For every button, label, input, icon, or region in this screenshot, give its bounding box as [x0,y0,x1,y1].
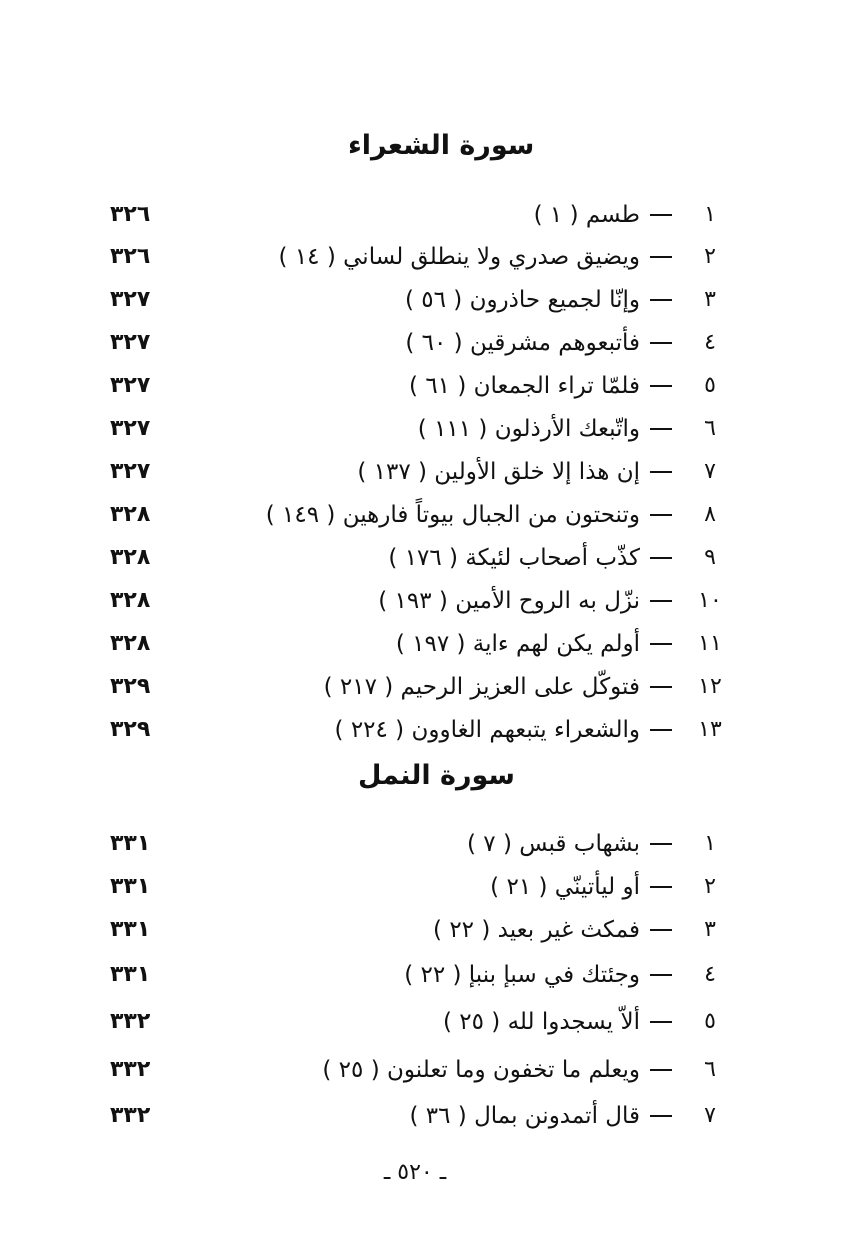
page-number: ٣٣١ [110,831,151,856]
separator-dash [650,886,672,888]
entry-number: ١ [704,831,716,856]
list-item [110,495,730,535]
verse-text: قال أتمدونن بمال ( ٣٦ ) [409,1103,640,1129]
entry-number: ٧ [704,459,716,484]
page-number: ٣٢٧ [110,459,151,484]
verse-text: ويضيق صدري ولا ينطلق لساني ( ١٤ ) [278,244,640,270]
page-number: ٣٣٢ [110,1009,151,1034]
verse-text: والشعراء يتبعهم الغاوون ( ٢٢٤ ) [334,717,640,743]
list-item [110,1050,730,1090]
page-number: ٣٢٩ [110,674,151,699]
verse-text: ويعلم ما تخفون وما تعلنون ( ٢٥ ) [322,1057,640,1083]
separator-dash [650,686,672,688]
separator-dash [650,729,672,731]
entry-number: ٣ [704,917,716,942]
page-number: ٣٢٩ [110,717,151,742]
separator-dash [650,600,672,602]
page-number: ٣٢٧ [110,373,151,398]
verse-text: فأتبعوهم مشرقين ( ٦٠ ) [405,330,640,356]
entry-number: ٨ [704,502,716,527]
verse-text: واتّبعك الأرذلون ( ١١١ ) [417,416,640,442]
verse-text: كذّب أصحاب لئيكة ( ١٧٦ ) [388,545,640,571]
separator-dash [650,299,672,301]
page-number: ٣٢٨ [110,588,151,613]
verse-text: وإنّا لجميع حاذرون ( ٥٦ ) [404,287,640,313]
entry-number: ١٠ [698,588,722,613]
section-title-an-naml: سورة النمل [358,760,515,791]
verse-text: إن هذا إلا خلق الأولين ( ١٣٧ ) [357,459,640,485]
entry-number: ١٢ [698,674,722,699]
entry-number: ١١ [698,631,722,656]
page-number: ٣٢٧ [110,287,151,312]
verse-text: ألاّ يسجدوا لله ( ٢٥ ) [442,1009,640,1035]
separator-dash [650,974,672,976]
verse-text: طسم ( ١ ) [533,202,640,228]
entry-number: ٥ [704,1009,716,1034]
list-item [110,1002,730,1042]
verse-text: وجئتك في سبإ بنبإ ( ٢٢ ) [404,962,640,988]
list-item [110,452,730,492]
separator-dash [650,1115,672,1117]
verse-text: نزّل به الروح الأمين ( ١٩٣ ) [378,588,640,614]
section-title-ash-shuara: سورة الشعراء [348,130,535,161]
entry-number: ٥ [704,373,716,398]
list-item [110,581,730,621]
entry-number: ٩ [704,545,716,570]
list-item [110,1096,730,1136]
verse-text: أو ليأتينّي ( ٢١ ) [490,874,640,900]
list-item [110,280,730,320]
list-item [110,195,730,235]
page-number: ٣٢٨ [110,502,151,527]
page-number: ٣٣١ [110,917,151,942]
entry-number: ٤ [704,962,716,987]
separator-dash [650,557,672,559]
separator-dash [650,342,672,344]
list-item [110,538,730,578]
separator-dash [650,843,672,845]
list-item [110,710,730,750]
verse-text: وتنحتون من الجبال بيوتاً فارهين ( ١٤٩ ) [265,502,640,528]
separator-dash [650,428,672,430]
separator-dash [650,1021,672,1023]
separator-dash [650,256,672,258]
verse-text: بشهاب قبس ( ٧ ) [466,831,640,857]
verse-text: أولم يكن لهم ءاية ( ١٩٧ ) [395,631,640,657]
entry-number: ١٣ [698,717,722,742]
list-item [110,366,730,406]
entry-number: ٦ [704,1057,716,1082]
page-number: ٣٢٦ [110,244,151,269]
list-item [110,955,730,995]
verse-text: فمكث غير بعيد ( ٢٢ ) [433,917,640,943]
entry-number: ١ [704,202,716,227]
page-number: ٣٢٨ [110,631,151,656]
page-number: ٣٢٨ [110,545,151,570]
page-footer-number: ـ ٥٢٠ ـ [383,1160,447,1185]
list-item [110,323,730,363]
list-item [110,824,730,864]
list-item [110,624,730,664]
page-number: ٣٣١ [110,962,151,987]
list-item [110,910,730,950]
list-item [110,237,730,277]
separator-dash [650,929,672,931]
entry-number: ٤ [704,330,716,355]
separator-dash [650,385,672,387]
entry-number: ٢ [704,874,716,899]
entry-number: ٢ [704,244,716,269]
separator-dash [650,643,672,645]
list-item [110,667,730,707]
verse-text: فتوكّل على العزيز الرحيم ( ٢١٧ ) [323,674,640,700]
page-number: ٣٣١ [110,874,151,899]
separator-dash [650,471,672,473]
separator-dash [650,214,672,216]
page-number: ٣٣٢ [110,1103,151,1128]
entry-number: ٧ [704,1103,716,1128]
page-number: ٣٢٧ [110,416,151,441]
page-number: ٣٢٧ [110,330,151,355]
page-number: ٣٢٦ [110,202,151,227]
separator-dash [650,514,672,516]
entry-number: ٣ [704,287,716,312]
page-number: ٣٣٢ [110,1057,151,1082]
verse-text: فلمّا تراء الجمعان ( ٦١ ) [409,373,640,399]
list-item [110,867,730,907]
list-item [110,409,730,449]
separator-dash [650,1069,672,1071]
entry-number: ٦ [704,416,716,441]
